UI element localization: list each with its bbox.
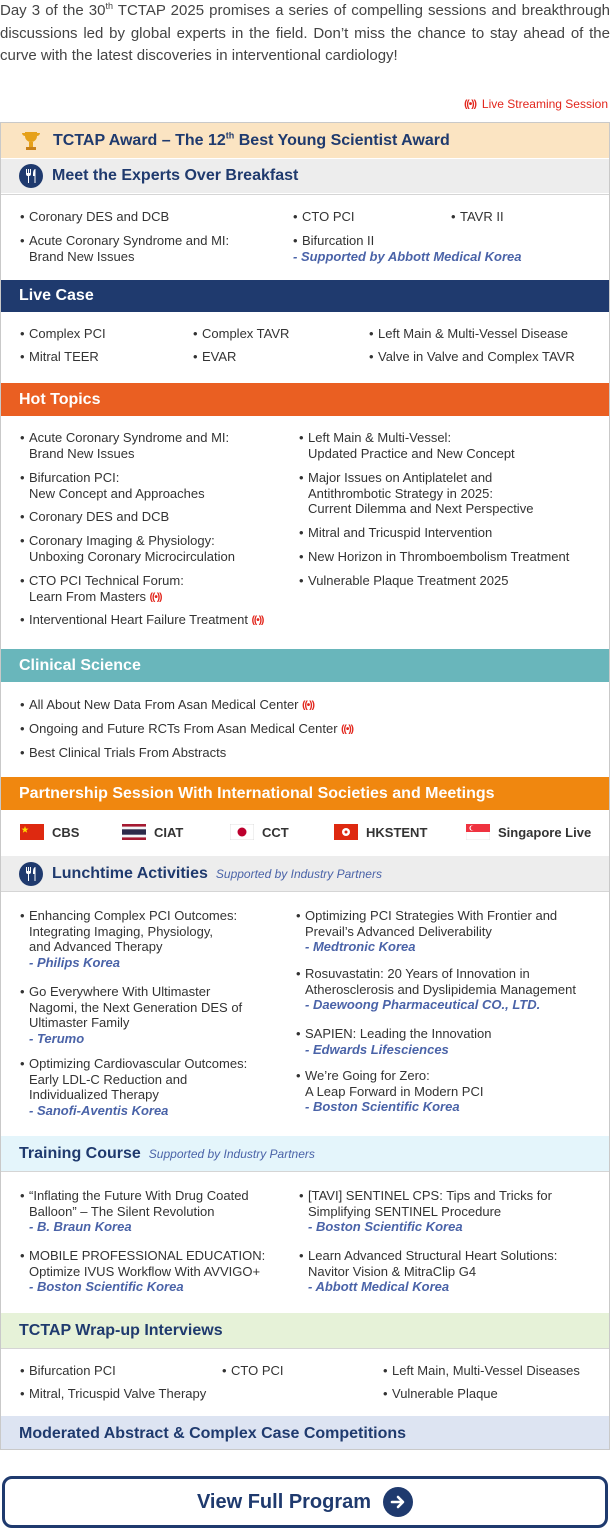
list-item: • Go Everywhere With Ultimaster Nagomi, the Next Generation DES of Ultimaster Family - Terumo [20, 984, 242, 1046]
list-item: • Vulnerable Plaque [383, 1386, 498, 1402]
moderated-bar [1, 1416, 609, 1450]
breakfast-bar [1, 159, 609, 193]
list-item: • Left Main & Multi-Vessel: Updated Practice and New Concept [299, 430, 515, 461]
hot-topics-title: Hot Topics [19, 390, 101, 408]
livecase-title: Live Case [19, 287, 94, 304]
list-item: • Bifurcation PCI [20, 1363, 116, 1379]
arrow-right-icon [383, 1487, 413, 1517]
list-item: • Vulnerable Plaque Treatment 2025 [299, 573, 508, 589]
list-item: • All About New Data From Asan Medical Center ((•)) [20, 697, 314, 714]
list-item: • Acute Coronary Syndrome and MI: Brand New Issues [20, 430, 229, 461]
list-item: • Mitral and Tricuspid Intervention [299, 525, 492, 541]
list-item: • Interventional Heart Failure Treatment ((•)) [20, 612, 263, 629]
live-streaming-icon: ((•)) [464, 98, 476, 110]
list-item: • Left Main, Multi-Vessel Diseases [383, 1363, 580, 1379]
china-flag-icon [20, 824, 44, 840]
list-item: • Complex TAVR [193, 326, 289, 342]
list-item: • Bifurcation II [293, 233, 374, 249]
list-item: • CTO PCI Technical Forum: Learn From Masters ((•)) [20, 573, 184, 605]
wrapup-bar [1, 1313, 609, 1348]
flag-cbs: CBS [20, 824, 79, 840]
list-item: • Learn Advanced Structural Heart Solutions: Navitor Vision & MitraClip G4 - Abbott Medical Korea [299, 1248, 557, 1295]
cutlery-icon [19, 164, 43, 188]
view-full-program-button[interactable] [2, 1476, 608, 1528]
list-item: • Optimizing Cardiovascular Outcomes: Early LDL-C Reduction and Individualized Therapy - Sanofi-Aventis Korea [20, 1056, 247, 1118]
award-title: TCTAP Award – The 12th Best Young Scientist Award [53, 130, 450, 149]
list-item: • EVAR [193, 349, 236, 365]
list-item: • Ongoing and Future RCTs From Asan Medical Center ((•)) [20, 721, 353, 738]
clinical-title: Clinical Science [19, 656, 141, 674]
program-frame [0, 122, 610, 1450]
partnership-body [1, 810, 609, 855]
lunch-bar [1, 856, 609, 891]
list-item: • Coronary Imaging & Physiology: Unboxing Coronary Microcirculation [20, 533, 235, 564]
hot-topics-body [1, 416, 609, 648]
wrapup-title: TCTAP Wrap-up Interviews [19, 1321, 223, 1339]
training-bar [1, 1136, 609, 1171]
livecase-body [1, 312, 609, 382]
breakfast-body [1, 194, 609, 280]
list-item: • We’re Going for Zero: A Leap Forward in Modern PCI - Boston Scientific Korea [296, 1068, 483, 1115]
trophy-icon [19, 129, 43, 153]
list-item: • Coronary DES and DCB [20, 509, 169, 525]
view-full-program-label: View Full Program [196, 1490, 372, 1513]
partnership-bar [1, 777, 609, 810]
list-item: • New Horizon in Thromboembolism Treatment [299, 549, 569, 565]
list-item: • MOBILE PROFESSIONAL EDUCATION: Optimize IVUS Workflow With AVVIGO+ - Boston Scientific Korea [20, 1248, 265, 1295]
japan-flag-icon [230, 824, 254, 840]
list-item: • Acute Coronary Syndrome and MI: Brand New Issues [20, 233, 229, 264]
breakfast-title: Meet the Experts Over Breakfast [52, 167, 299, 184]
list-item: • Optimizing PCI Strategies With Frontier and Prevail’s Advanced Deliverability - Medtronic Korea [296, 908, 557, 955]
list-item: • Mitral TEER [20, 349, 99, 365]
singapore-flag-icon [466, 824, 490, 840]
list-item: • Bifurcation PCI: New Concept and Approaches [20, 470, 205, 501]
hong-kong-flag-icon [334, 824, 358, 840]
list-item: • Coronary DES and DCB [20, 209, 169, 225]
live-streaming-icon: ((•)) [302, 700, 314, 711]
list-item: • Mitral, Tricuspid Valve Therapy [20, 1386, 206, 1402]
list-item: • Major Issues on Antiplatelet and Antithrombotic Strategy in 2025: Current Dilemma and Next Perspective [299, 470, 533, 517]
training-subtitle: Supported by Industry Partners [148, 1146, 315, 1161]
flag-cct: CCT [230, 824, 289, 840]
training-body [1, 1171, 609, 1313]
sponsor-text: - Supported by Abbott Medical Korea [293, 249, 522, 264]
thailand-flag-icon [122, 824, 146, 840]
live-streaming-icon: ((•)) [341, 724, 353, 735]
moderated-title: Moderated Abstract & Complex Case Competitions [19, 1424, 407, 1442]
lunch-subtitle: Supported by Industry Partners [215, 866, 382, 881]
intro-text: Day 3 of the 30th TCTAP 2025 promises a series of compelling sessions and breakthrough discussions led by global experts in the field. Don’t miss the chance to stay ahead of the curve with the latest discoveries in interventional cardiology! [0, 1, 610, 64]
cutlery-icon [19, 862, 43, 886]
clinical-body [1, 682, 609, 776]
list-item: • Valve in Valve and Complex TAVR [369, 349, 575, 365]
list-item: • Rosuvastatin: 20 Years of Innovation in Atherosclerosis and Dyslipidemia Management - Daewoong Pharmaceutical CO., LTD. [296, 966, 576, 1013]
lunch-title: Lunchtime Activities [52, 864, 208, 882]
live-streaming-icon: ((•)) [251, 615, 264, 626]
list-item: • SAPIEN: Leading the Innovation - Edwards Lifesciences [296, 1026, 491, 1057]
live-streaming-legend [464, 97, 608, 111]
flag-singapore: Singapore Live [466, 824, 591, 840]
list-item: • Best Clinical Trials From Abstracts [20, 745, 226, 761]
list-item: • CTO PCI [222, 1363, 284, 1379]
legend-label: Live Streaming Session [481, 97, 608, 111]
list-item: • [TAVI] SENTINEL CPS: Tips and Tricks for Simplifying SENTINEL Procedure - Boston Scientific Korea [299, 1188, 552, 1235]
award-bar [1, 123, 609, 158]
list-item: • Enhancing Complex PCI Outcomes: Integrating Imaging, Physiology, and Advanced Therapy - Philips Korea [20, 908, 237, 970]
flag-ciat: CIAT [122, 824, 183, 840]
training-title: Training Course [19, 1144, 141, 1162]
list-item: • Left Main & Multi-Vessel Disease [369, 326, 568, 342]
list-item: • “Inflating the Future With Drug Coated Balloon” – The Silent Revolution - B. Braun Korea [20, 1188, 249, 1235]
partnership-title: Partnership Session With International Societies and Meetings [19, 784, 495, 802]
live-streaming-icon: ((•)) [149, 591, 162, 603]
clinical-bar [1, 649, 609, 682]
list-item: • TAVR II [451, 209, 504, 225]
list-item: • CTO PCI [293, 209, 355, 225]
hot-topics-bar [1, 383, 609, 416]
list-item: • Complex PCI [20, 326, 106, 342]
lunch-body [1, 891, 609, 1136]
wrapup-body [1, 1348, 609, 1416]
flag-hkstent: HKSTENT [334, 824, 427, 840]
livecase-bar [1, 280, 609, 312]
